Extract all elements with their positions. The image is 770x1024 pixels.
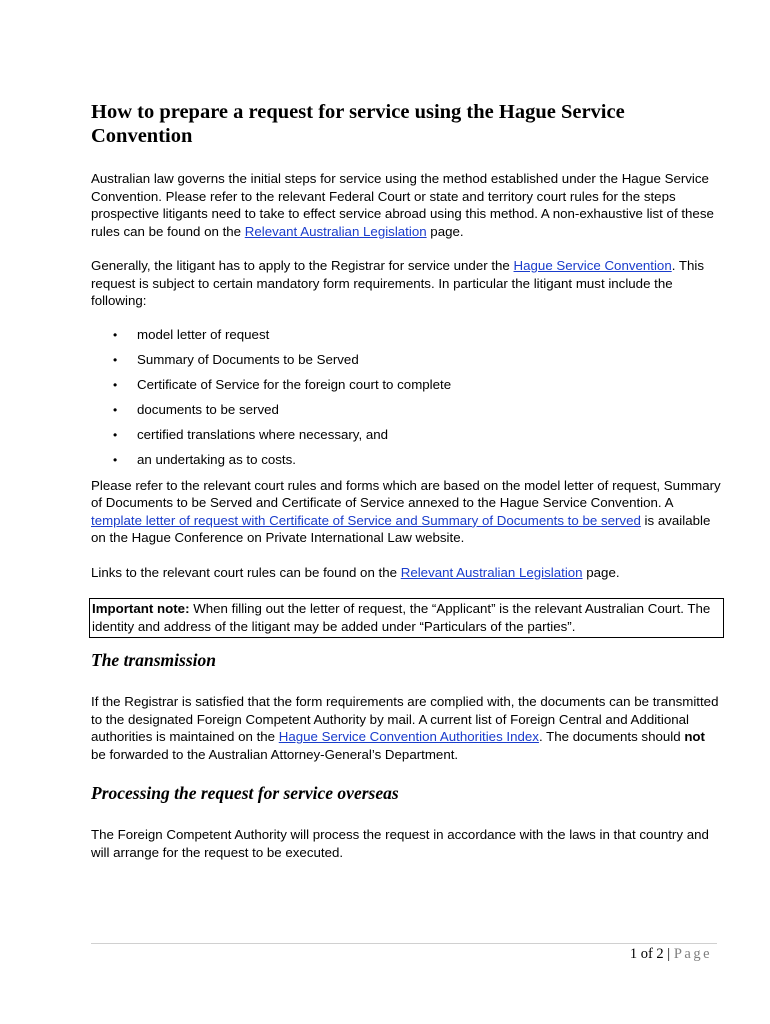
page-content <box>91 100 723 861</box>
list-item-text: Summary of Documents to be Served <box>137 351 359 367</box>
list-item <box>91 451 723 476</box>
transmission-text-middle: . The documents should <box>538 729 685 745</box>
bullet-icon: • <box>113 327 118 342</box>
registrar-paragraph <box>91 257 723 310</box>
bullet-icon: • <box>113 453 118 468</box>
transmission-emphasis: not <box>684 729 705 745</box>
list-item <box>91 326 723 351</box>
links-text: Links to the relevant court rules can be found on the <box>91 564 401 580</box>
relevant-legislation-link[interactable]: Relevant Australian Legislation <box>244 223 427 239</box>
links-text-end: page. <box>582 564 620 580</box>
list-item <box>91 351 723 376</box>
registrar-text: Generally, the litigant has to apply to the Registrar for service under the <box>91 258 514 273</box>
list-item-text: documents to be served <box>137 402 279 418</box>
bullet-icon: • <box>113 352 118 367</box>
important-note-label: Important note: <box>92 601 190 617</box>
court-rules-text-end: is available on the Hague Conference on Private International Law website. <box>91 512 711 546</box>
list-item-text: Certificate of Service for the foreign court to complete <box>137 376 452 392</box>
footer-divider <box>91 943 717 944</box>
transmission-text: If the Registrar is satisfied that the form requirements are complied with, the documents can be transmitted to the designated Foreign Competent Authority by mail. A current list of Foreign Central and Additional authorities is maintained on the <box>91 694 719 745</box>
page-number: 1 of 2 <box>629 946 664 962</box>
links-paragraph <box>91 564 723 582</box>
list-item-text: an undertaking as to costs. <box>137 452 296 468</box>
page-title: How to prepare a request for service using the Hague Service Convention <box>91 101 625 147</box>
list-item <box>91 401 723 426</box>
hague-service-convention-link[interactable]: Hague Service Convention <box>513 258 672 273</box>
intro-paragraph <box>91 170 723 240</box>
bullet-icon: • <box>113 403 118 418</box>
list-item <box>91 376 723 401</box>
transmission-paragraph <box>91 693 723 763</box>
relevant-legislation-link-2[interactable]: Relevant Australian Legislation <box>400 564 583 580</box>
authorities-index-link[interactable]: Hague Service Convention Authorities Index <box>278 729 539 745</box>
important-note-text: When filling out the letter of request, the “Applicant” is the relevant Australian Court. The identity and address of the litigant may be added under “Particulars of the parties”. <box>92 601 711 634</box>
processing-paragraph: The Foreign Competent Authority will process the request in accordance with the laws in that country and will arrange for the request to be executed. <box>91 827 709 860</box>
registrar-text-end: . This request is subject to certain mandatory form requirements. In particular the litigant must include the following: <box>91 258 704 308</box>
footer-separator: | <box>663 946 674 962</box>
bullet-icon: • <box>113 377 118 392</box>
list-item <box>91 426 723 451</box>
list-item-text: certified translations where necessary, and <box>137 427 389 443</box>
transmission-text-end: be forwarded to the Australian Attorney-General’s Department. <box>91 746 459 762</box>
intro-text-end: page. <box>426 223 464 239</box>
requirements-list <box>91 326 723 477</box>
list-item-text: model letter of request <box>137 326 270 342</box>
transmission-heading: The transmission <box>91 650 216 671</box>
template-letter-link[interactable]: template letter of request with Certificate of Service and Summary of Documents to be served <box>91 512 641 528</box>
court-rules-text: Please refer to the relevant court rules and forms which are based on the model letter of request, Summary of Documents to be Served and Certificate of Service annexed to the Hague Service Convention. A <box>91 477 721 511</box>
intro-text: Australian law governs the initial steps for service using the method established under the Hague Service Convention. Please refer to the relevant Federal Court or state and territory court rules for the steps prospective litigants need to take to effect service abroad using this method. A non-exhaustive list of these rules can be found on the <box>91 171 714 239</box>
important-note-box <box>89 598 724 638</box>
bullet-icon: • <box>113 428 118 443</box>
page-footer <box>400 946 712 964</box>
processing-heading: Processing the request for service overseas <box>91 783 399 804</box>
page-word: Page <box>673 946 712 962</box>
court-rules-paragraph <box>91 477 723 547</box>
